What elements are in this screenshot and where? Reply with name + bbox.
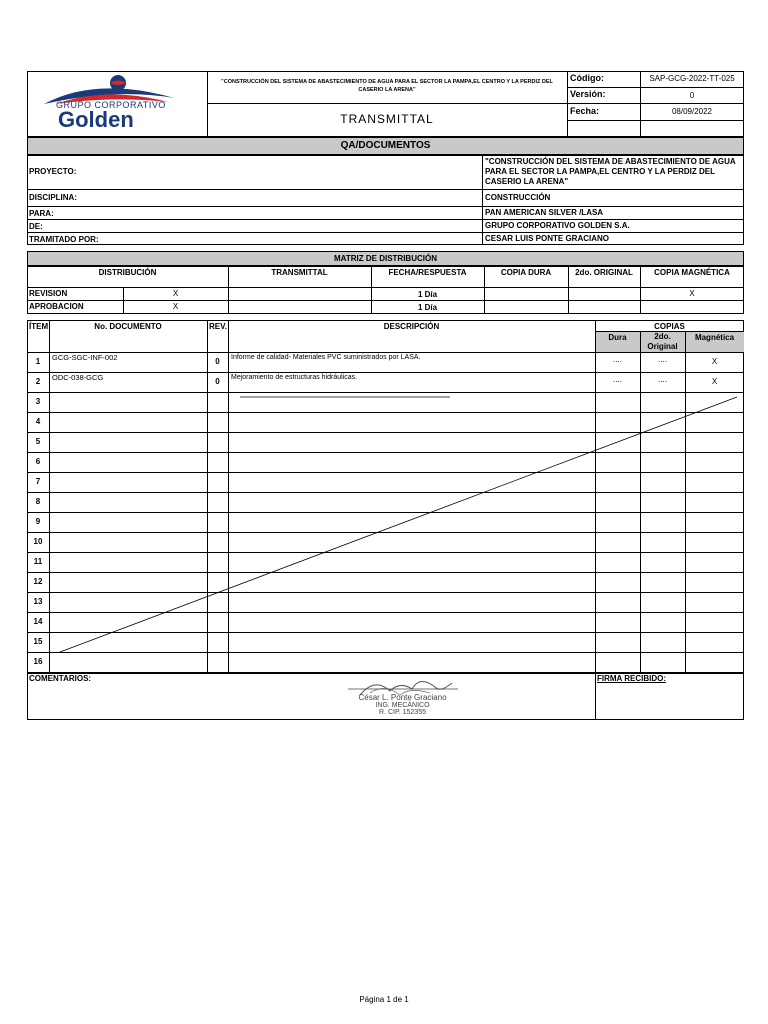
items-header-item: ÍTEM <box>29 322 49 331</box>
codigo-value: SAP-GCG-2022-TT-025 <box>649 74 735 83</box>
de-label: DE: <box>29 222 43 231</box>
item-number: 14 <box>33 617 43 626</box>
logo-line2: Golden <box>58 107 134 132</box>
item-revision: 0 <box>215 377 220 386</box>
fecha-value: 08/09/2022 <box>671 107 713 116</box>
item-number: 12 <box>33 577 43 586</box>
matrix-title: MATRIZ DE DISTRIBUCIÓN <box>27 251 744 266</box>
matrix-row-aprobacion-dist: X <box>172 302 179 311</box>
items-header-doc: No. DOCUMENTO <box>94 322 162 331</box>
matrix-row-revision-fecha: 1 Día <box>417 290 438 299</box>
item-copy-dura: .... <box>613 375 622 384</box>
item-number: 8 <box>35 497 41 506</box>
item-copy-original: .... <box>658 375 667 384</box>
proyecto-label: PROYECTO: <box>29 167 77 176</box>
item-document-number: GCG-SGC-INF-002 <box>52 353 118 362</box>
item-number: 4 <box>35 417 41 426</box>
item-description: Informe de calidad- Materiales PVC suministrados por LASA. <box>231 354 421 361</box>
disciplina-label: DISCIPLINA: <box>29 193 77 202</box>
para-label: PARA: <box>29 209 54 218</box>
item-number: 1 <box>35 357 41 366</box>
matrix-header-distribucion: DISTRIBUCIÓN <box>98 268 157 277</box>
matrix-header-copia-magnetica: COPIA MAGNÉTICA <box>654 268 730 277</box>
signature-title: ING. MECÁNICO <box>375 702 430 709</box>
matrix-row-aprobacion-fecha: 1 Día <box>417 303 438 312</box>
item-number: 7 <box>35 477 41 486</box>
codigo-label: Código: <box>570 73 604 83</box>
item-copy-magnetica: X <box>711 357 718 366</box>
matrix-header-2do-original: 2do. ORIGINAL <box>575 268 633 277</box>
tramitado-value: CESAR LUIS PONTE GRACIANO <box>485 234 610 243</box>
item-revision: 0 <box>215 357 220 366</box>
items-header-desc: DESCRIPCIÓN <box>383 322 440 331</box>
header-project-title: "CONSTRUCCIÓN DEL SISTEMA DE ABASTECIMIENTO DE AGUA PARA EL SECTOR LA PAMPA,EL CENTRO Y LA PERDIZ DEL CASERIO LA ARENA" <box>221 79 553 93</box>
item-number: 2 <box>35 377 41 386</box>
firma-label: FIRMA RECIBIDO: <box>597 674 667 683</box>
company-logo <box>36 74 201 134</box>
items-header-copias: COPIAS <box>654 322 685 331</box>
items-header-original: 2do. Original <box>647 332 678 351</box>
doc-type-title: TRANSMITTAL <box>340 112 434 126</box>
matrix-header-fecha: FECHA/RESPUESTA <box>388 268 467 277</box>
matrix-row-revision-label: REVISION <box>29 289 68 298</box>
item-document-number: ODC-038-GCG <box>52 373 104 382</box>
items-header-magnetica: Magnética <box>694 333 735 342</box>
signature-stamp <box>340 673 465 719</box>
matrix-header-copia-dura: COPIA DURA <box>500 268 552 277</box>
item-number: 5 <box>35 437 41 446</box>
section-title: QA/DOCUMENTOS <box>27 137 744 155</box>
matrix-header-transmittal: TRANSMITTAL <box>271 268 328 277</box>
item-number: 11 <box>33 557 43 566</box>
matrix-row-revision-magnetica: X <box>689 289 695 298</box>
matrix-row-revision-dist: X <box>172 289 179 298</box>
item-number: 3 <box>35 397 41 406</box>
item-copy-dura: .... <box>613 355 622 364</box>
items-header-dura: Dura <box>608 333 627 342</box>
item-number: 15 <box>33 637 43 646</box>
item-number: 6 <box>35 457 41 466</box>
item-number: 10 <box>33 537 43 546</box>
proyecto-value: "CONSTRUCCIÓN DEL SISTEMA DE ABASTECIMIENTO DE AGUA PARA EL SECTOR LA PAMPA,EL CENTRO Y LA PERDIZ DEL CASERIO LA ARENA" <box>485 157 736 186</box>
signature-cip: R. CIP. 152355 <box>379 709 426 716</box>
fecha-label: Fecha: <box>570 106 600 116</box>
item-copy-original: .... <box>658 355 667 364</box>
version-label: Versión: <box>570 89 606 99</box>
item-number: 9 <box>35 517 41 526</box>
item-number: 16 <box>33 657 43 666</box>
version-value: 0 <box>689 91 695 100</box>
de-value: GRUPO CORPORATIVO GOLDEN S.A. <box>485 221 630 230</box>
comentarios-label: COMENTARIOS: <box>29 674 92 683</box>
item-copy-magnetica: X <box>711 377 718 386</box>
items-header-rev: REV. <box>209 322 227 331</box>
para-value: PAN AMERICAN SILVER /LASA <box>485 208 604 217</box>
matrix-row-aprobacion-label: APROBACION <box>29 302 84 311</box>
signature-name: César L. Ponte Graciano <box>358 693 447 702</box>
tramitado-label: TRAMITADO POR: <box>29 235 99 244</box>
item-description: Mejoramiento de estructuras hidráulicas. <box>231 374 358 381</box>
logo-line1: GRUPO CORPORATIVO <box>56 100 166 110</box>
page-number: Página 1 de 1 <box>359 995 409 1004</box>
disciplina-value: CONSTRUCCIÓN <box>485 193 551 202</box>
item-number: 13 <box>33 597 43 606</box>
